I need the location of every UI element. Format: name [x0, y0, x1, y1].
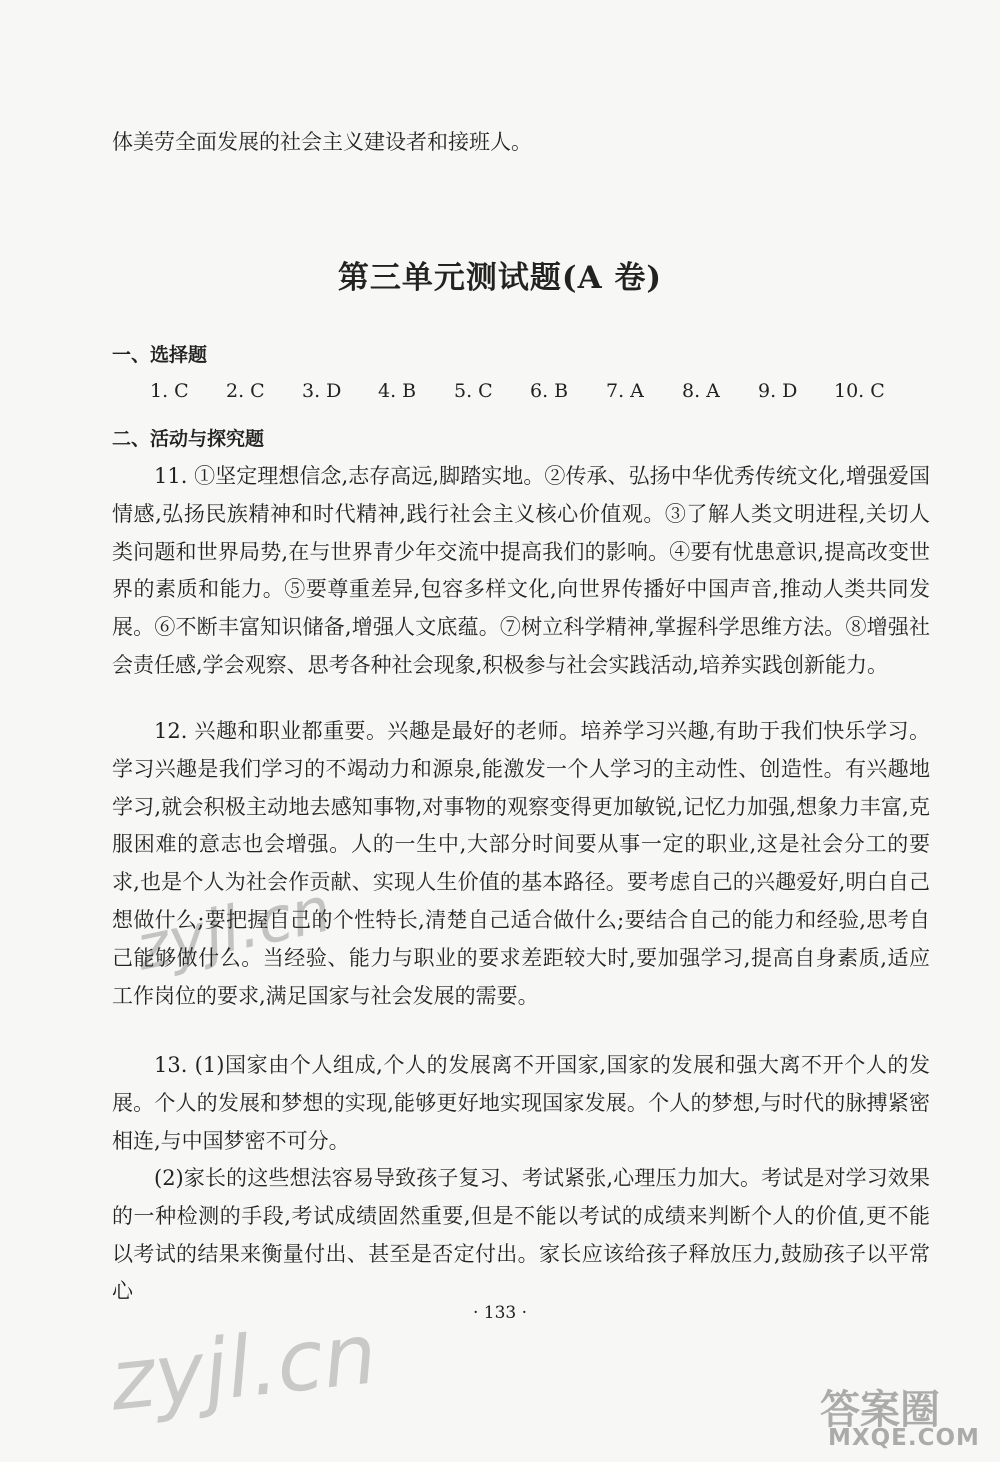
answer-paragraph-12: 12. 兴趣和职业都重要。兴趣是最好的老师。培养学习兴趣,有助于我们快乐学习。学习兴趣是我们学习的不竭动力和源泉,能激发一个人学习的主动性、创造性。有兴趣地学习,就会积极主动地去感知事物,对事物的观察变得更加敏锐,记忆力加强,想象力丰富,克服困难的意志也会增强。人的一生中,大部分时间要从事一定的职业,这是社会分工的要求,也是个人为社会作贡献、实现人生价值的基本路径。要考虑自己的兴趣爱好,明白自己想做什么;要把握自己的个性特长,清楚自己适合做什么;要结合自己的能力和经验,思考自己能够做什么。当经验、能力与职业的要求差距较大时,要加强学习,提高自身素质,适应工作岗位的要求,满足国家与社会发展的需要。: [112, 719, 930, 1008]
answer-item: 6. B: [530, 380, 569, 402]
answer-list: [150, 380, 910, 402]
watermark-mid: zyjl.cn: [129, 872, 338, 985]
answer-paragraph-13-1: 13. (1)国家由个人组成,个人的发展离不开国家,国家的发展和强大离不开个人的发展。个人的发展和梦想的实现,能够更好地实现国家发展。个人的梦想,与时代的脉搏紧密相连,与中国梦密不可分。: [112, 1053, 930, 1153]
page-title: 第三单元测试题(A 卷): [337, 260, 663, 296]
top-line: 体美劳全面发展的社会主义建设者和接班人。: [112, 130, 532, 154]
watermark-bottom: zyjl.cn: [105, 1304, 382, 1430]
page-number: · 133 ·: [472, 1303, 528, 1323]
section-heading-activity: 二、活动与探究题: [112, 428, 265, 450]
answer-item: 1. C: [150, 380, 189, 402]
answer-item: 2. C: [226, 380, 265, 402]
answer-item: 7. A: [606, 380, 644, 402]
answer-item: 4. B: [378, 380, 417, 402]
answer-item: 10. C: [834, 380, 885, 402]
watermark-site: MXQE.COM: [828, 1425, 980, 1451]
answer-item: 8. A: [682, 380, 720, 402]
section-heading-choice: 一、选择题: [112, 344, 208, 366]
answer-item: 5. C: [454, 380, 493, 402]
answer-paragraph-13-2: (2)家长的这些想法容易导致孩子复习、考试紧张,心理压力加大。考试是对学习效果的一种检测的手段,考试成绩固然重要,但是不能以考试的成绩来判断个人的价值,更不能以考试的结果来衡量付出、甚至是否定付出。家长应该给孩子释放压力,鼓励孩子以平常心: [112, 1166, 930, 1304]
answer-item: 3. D: [302, 380, 342, 402]
answer-item: 9. D: [758, 380, 798, 402]
answer-paragraph-11: 11. ①坚定理想信念,志存高远,脚踏实地。②传承、弘扬中华优秀传统文化,增强爱国情感,弘扬民族精神和时代精神,践行社会主义核心价值观。③了解人类文明进程,关切人类问题和世界局势,在与世界青少年交流中提高我们的影响。④要有忧患意识,提高改变世界的素质和能力。⑤要尊重差异,包容多样文化,向世界传播好中国声音,推动人类共同发展。⑥不断丰富知识储备,增强人文底蕴。⑦树立科学精神,掌握科学思维方法。⑧增强社会责任感,学会观察、思考各种社会现象,积极参与社会实践活动,培养实践创新能力。: [112, 464, 930, 677]
watermark-logo: 答案圈: [820, 1387, 940, 1433]
